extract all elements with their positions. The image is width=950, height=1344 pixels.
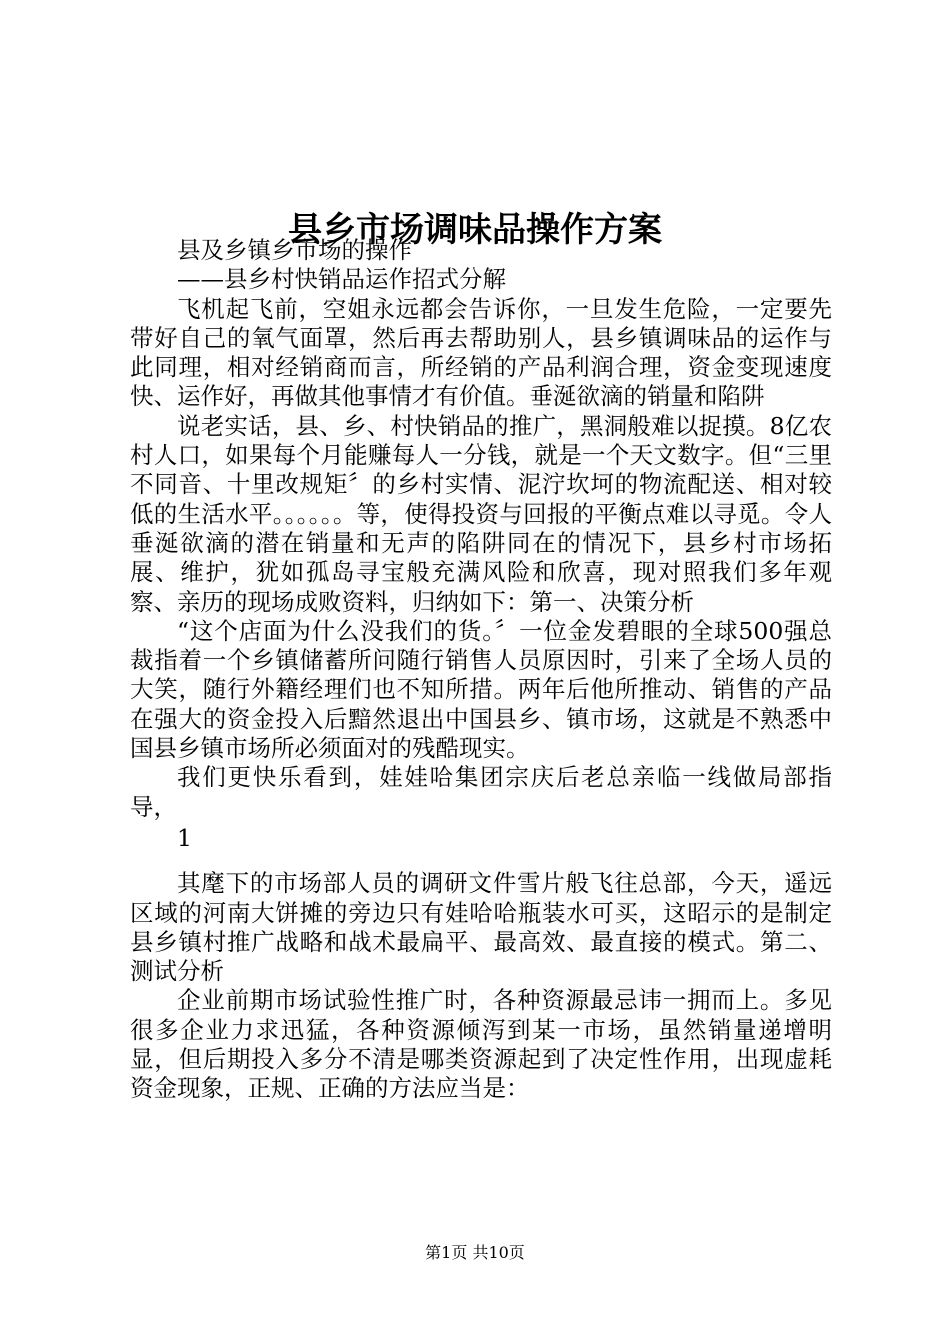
subtitle-line: ——县乡村快销品运作招式分解	[177, 265, 506, 294]
document-title: 县乡市场调味品操作方案	[288, 209, 662, 250]
body-paragraph: 说老实话，县、乡、村快销品的推广，黑洞般难以捉摸。8亿农村人口，如果每个月能赚每人一分钱，就是一个天文数字。但“三里不同音、十里改规矩〞的乡村实情、泥泞坎坷的物流配送、相对较低的生活水平。。。。。。等，使得投资与回报的平衡点难以寻觅。令人垂涎欲滴的潜在销量和无声的陷阱同在的情况下，县乡村市场拓展、维护，犹如孤岛寻宝般充满风险和欣喜，现对照我们多年观察、亲历的现场成败资料，归纳如下：第一、决策分析	[130, 411, 832, 616]
subtitle-line: 县及乡镇乡市场的操作	[177, 236, 412, 264]
body-paragraph: “这个店面为什么没我们的货。〞一位金发碧眼的全球500强总裁指着一个乡镇储蓄所问随行销售人员原因时，引来了全场人员的大笑，随行外籍经理们也不知所措。两年后他所推动、销售的产品在强大的资金投入后黯然退出中国县乡、镇市场，这就是不熟悉中国县乡镇市场所必须面对的残酷现实。	[130, 616, 832, 763]
body-paragraph: 其麾下的市场部人员的调研文件雪片般飞往总部，今天，遥远区域的河南大饼摊的旁边只有娃哈哈瓶装水可买，这昭示的是制定县乡镇村推广战略和战术最扁平、最高效、最直接的模式。第二、测试分析	[130, 869, 832, 986]
document-body	[130, 236, 832, 1104]
inline-page-number: 1	[177, 823, 192, 852]
body-paragraph: 飞机起飞前，空姐永远都会告诉你，一旦发生危险，一定要先带好自己的氧气面罩，然后再去帮助别人，县乡镇调味品的运作与此同理，相对经销商而言，所经销的产品利润合理，资金变现速度快、运作好，再做其他事情才有价值。垂涎欲滴的销量和陷阱	[130, 294, 832, 411]
page-footer: 第1页 共10页	[425, 1243, 525, 1262]
body-paragraph: 企业前期市场试验性推广时，各种资源最忌讳一拥而上。多见很多企业力求迅猛，各种资源倾泻到某一市场，虽然销量递增明显，但后期投入多分不清是哪类资源起到了决定性作用，出现虚耗资金现象，正规、正确的方法应当是：	[130, 986, 832, 1103]
body-paragraph: 我们更快乐看到，娃娃哈集团宗庆后老总亲临一线做局部指导，	[130, 763, 832, 821]
